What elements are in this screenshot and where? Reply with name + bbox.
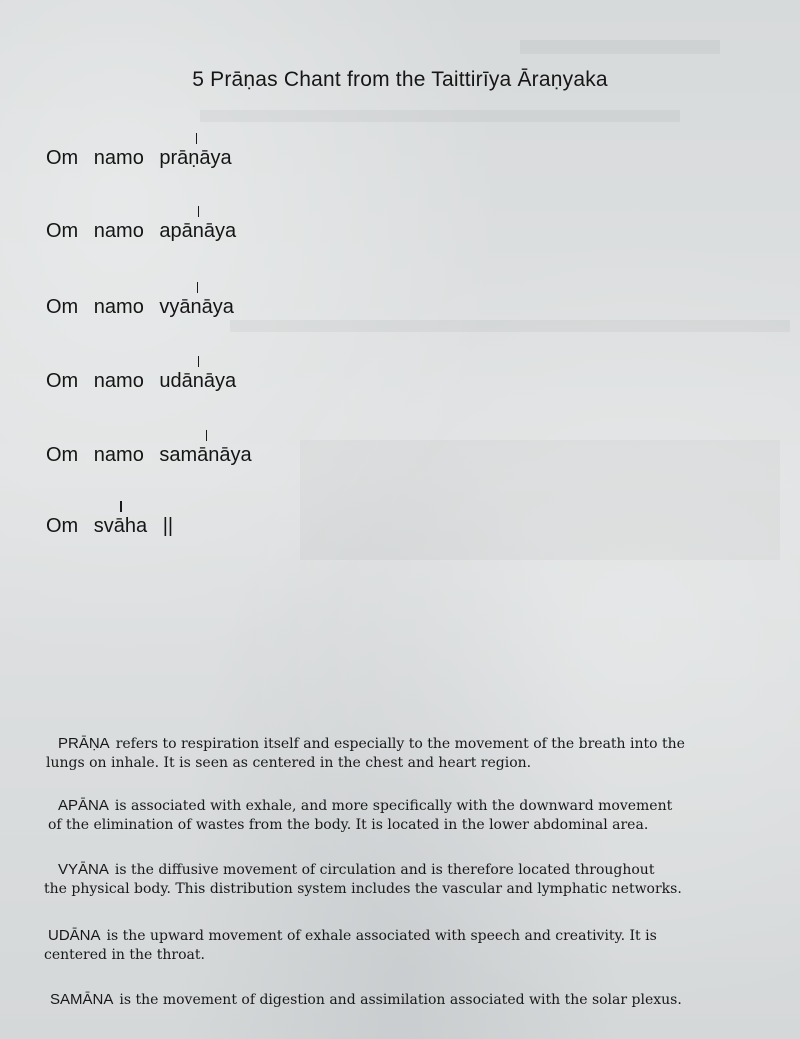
chant-namo: namo bbox=[93, 147, 144, 169]
chant-word: prāṇāya bbox=[159, 147, 232, 169]
description-text: of the elimination of wastes from the body. It is located in the lower abdominal area. bbox=[48, 817, 649, 833]
chant-om: Om bbox=[46, 296, 79, 318]
description-term: VYĀNA bbox=[58, 861, 109, 878]
description-text: lungs on inhale. It is seen as centered in the chest and heart region. bbox=[46, 755, 532, 771]
bleed-through-shadow bbox=[520, 40, 720, 54]
chant-om: Om bbox=[46, 370, 79, 392]
description-text: centered in the throat. bbox=[44, 947, 205, 963]
description-udana bbox=[44, 926, 657, 965]
chant-end-mark: || bbox=[162, 515, 174, 537]
description-term: SAMĀNA bbox=[50, 991, 114, 1008]
description-text: refers to respiration itself and especially to the movement of the breath into the bbox=[115, 736, 685, 752]
chant-om: Om bbox=[46, 147, 79, 169]
chant-line-vyana bbox=[46, 296, 234, 319]
chant-line-svaha bbox=[46, 515, 173, 538]
chant-word: vyānāya bbox=[159, 296, 234, 318]
chant-line-samana bbox=[46, 444, 252, 467]
chant-word: apānāya bbox=[159, 220, 237, 242]
description-samana bbox=[50, 990, 682, 1010]
chant-om: Om bbox=[46, 220, 79, 242]
chant-om: Om bbox=[46, 444, 79, 466]
description-text: is the movement of digestion and assimilation associated with the solar plexus. bbox=[119, 992, 682, 1008]
chant-line-apana bbox=[46, 220, 236, 243]
page-title: 5 Prāṇas Chant from the Taittirīya Āraṇyaka bbox=[192, 68, 608, 91]
description-text: the physical body. This distribution system includes the vascular and lymphatic networks. bbox=[44, 881, 682, 897]
chant-svaha: svāha bbox=[93, 515, 148, 537]
chant-namo: namo bbox=[93, 444, 144, 466]
description-term: PRĀṆA bbox=[58, 735, 110, 752]
chant-namo: namo bbox=[93, 370, 144, 392]
chant-line-udana bbox=[46, 370, 236, 393]
description-term: APĀNA bbox=[58, 797, 109, 814]
chant-namo: namo bbox=[93, 296, 144, 318]
bleed-through-shadow bbox=[200, 110, 680, 122]
chant-word: samānāya bbox=[159, 444, 252, 466]
bleed-through-shadow bbox=[230, 320, 790, 332]
chant-om: Om bbox=[46, 515, 79, 537]
description-vyana bbox=[44, 860, 682, 899]
bleed-through-shadow bbox=[300, 440, 780, 560]
description-text: is associated with exhale, and more specifically with the downward movement bbox=[114, 798, 673, 814]
chant-word: udānāya bbox=[159, 370, 237, 392]
description-text: is the diffusive movement of circulation and is therefore located throughout bbox=[114, 862, 655, 878]
description-term: UDĀNA bbox=[48, 927, 101, 944]
chant-namo: namo bbox=[93, 220, 144, 242]
description-prana bbox=[46, 734, 685, 773]
description-text: is the upward movement of exhale associated with speech and creativity. It is bbox=[106, 928, 657, 944]
description-apana bbox=[48, 796, 673, 835]
chant-line-prana bbox=[46, 147, 232, 170]
